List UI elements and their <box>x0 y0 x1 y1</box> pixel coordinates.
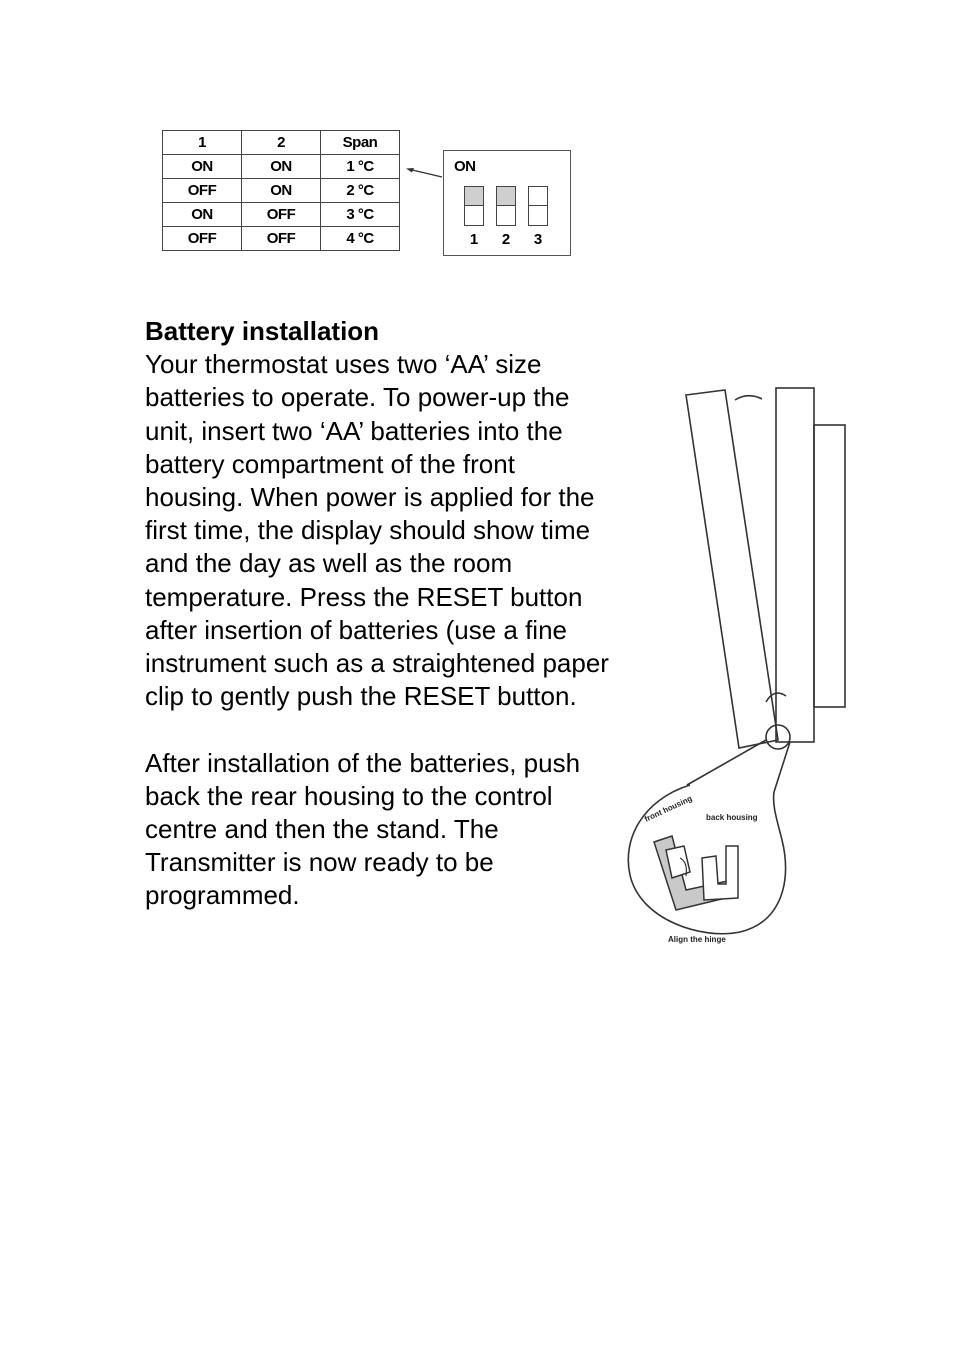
rear-housing-panel <box>686 390 778 748</box>
paragraph-after-install: After installation of the batteries, push back the rear housing to the control centre and then the stand. The Transmitter is now ready to be programmed. <box>145 747 581 911</box>
hinge-diagram <box>622 380 852 955</box>
rotate-arrow-top-icon <box>735 396 762 400</box>
table-row <box>163 227 400 251</box>
section-heading: Battery installation <box>145 316 380 346</box>
table-cell: ON <box>242 155 321 179</box>
span-table-header-row <box>163 131 400 155</box>
table-cell: OFF <box>163 179 242 203</box>
header-span: Span <box>321 131 400 155</box>
table-cell: 2 °C <box>321 179 400 203</box>
dip-number-1: 1 <box>469 231 479 248</box>
stand-panel <box>814 425 845 707</box>
table-cell: OFF <box>242 203 321 227</box>
table-cell: OFF <box>163 227 242 251</box>
label-back-housing: back housing <box>706 813 758 822</box>
paragraph-battery-install: Your thermostat uses two ‘AA’ size batteries to operate. To power-up the unit, insert two ‘AA’ batteries into the battery compartment of the front housing. When power is applied for the first time, the display should show time and the day as well as the room temperature. Press the RESET button after insertion of batteries (use a fine instrument such as a straightened paper clip to gently push the RESET button. <box>145 349 609 712</box>
dip-number-2: 2 <box>501 231 511 248</box>
table-row <box>163 155 400 179</box>
label-front-housing: front housing <box>643 793 694 824</box>
span-table <box>162 130 400 251</box>
dip-switch-block <box>443 150 571 256</box>
control-centre-panel <box>776 388 814 742</box>
header-switch-2: 2 <box>242 131 321 155</box>
battery-section <box>145 315 615 913</box>
dip-number-3: 3 <box>533 231 543 248</box>
table-cell: 1 °C <box>321 155 400 179</box>
diagram-caption: Align the hinge <box>668 935 726 944</box>
dip-switch-2 <box>496 186 516 226</box>
table-cell: 3 °C <box>321 203 400 227</box>
header-switch-1: 1 <box>163 131 242 155</box>
back-housing-hinge <box>702 846 738 900</box>
dip-on-label: ON <box>454 158 476 175</box>
pointer-arrow-icon <box>404 160 444 180</box>
table-cell: 4 °C <box>321 227 400 251</box>
table-cell: ON <box>242 179 321 203</box>
table-cell: ON <box>163 155 242 179</box>
table-cell: OFF <box>242 227 321 251</box>
table-row <box>163 179 400 203</box>
table-row <box>163 203 400 227</box>
dip-switch-1 <box>464 186 484 226</box>
dip-switch-3 <box>528 186 548 226</box>
table-cell: ON <box>163 203 242 227</box>
